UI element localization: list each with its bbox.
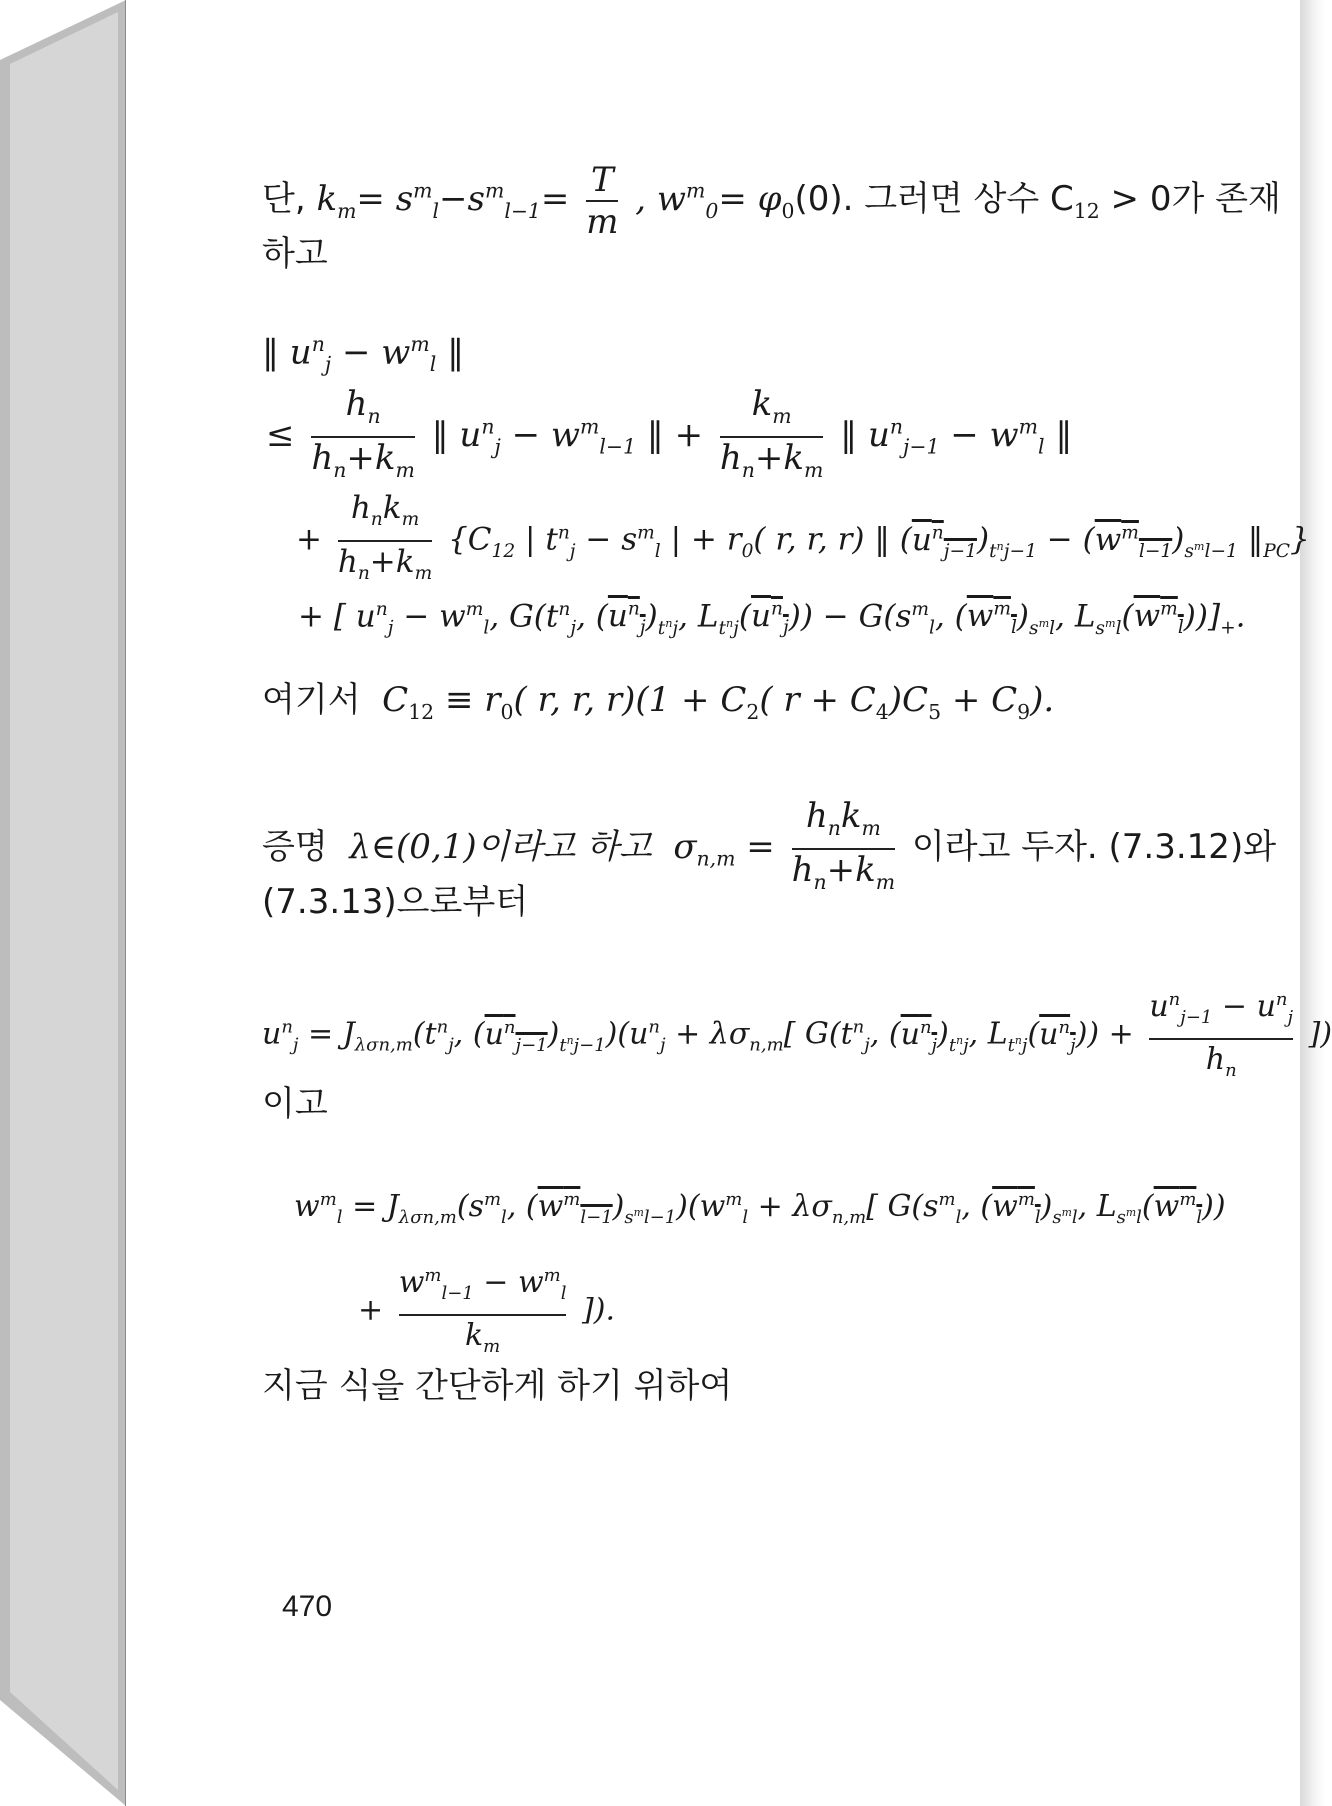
c12-definition: 여기서 $C_{12} \equiv r_0$( r, r, $r)(1 + C_2$( $r + C_4)C_5 + C_9$). xyxy=(262,680,1055,724)
page-number: 470 xyxy=(282,1590,333,1623)
inequality-line-3: + [ $u^n_j - w^m_l$, $G(t^n_j$, $(u^n_j)_{t^nj}$, $L_{t^nj}(u^n_j)) - G(s^m_l$, $(w^m_l)_{s^ml}$, $L_{s^ml}(w^m_l))]_+$. xyxy=(298,598,1246,639)
equation-w-line-2: + $\frac{w^m_{l-1} - w^m_l}{k_m}$ ]). xyxy=(358,1256,615,1367)
proof-line-2: (7.3.13)으로부터 xyxy=(262,882,529,922)
text-line-2: 하고 xyxy=(262,234,328,274)
fraction: $\frac{T}{m}$ xyxy=(586,160,619,242)
equation-w-line-1: $w^m_l = J_{\lambda\sigma n,m}(s^m_l$, $(w^m_{l-1})_{s^ml-1})(w^m_l + \lambda\sigma_{n,m}$[ $G(s^m_l$, $(w^m_l)_{s^ml}$, $L_{s^ml}(w^m_l)$) xyxy=(294,1189,1226,1228)
proof-line-1: 증명 λ∈(0,1)이라고 하고 $\sigma_{n,m}$ = $\frac{h_nk_m}{h_n+k_m}$ 이라고 두자. (7.3.12)와 xyxy=(262,796,1276,902)
inequality-line-2: + $\frac{h_nk_m}{h_n+k_m}$ {$C_{12}$ | $t^n_j - s^m_l$ | + $r_0$( r, r, r) ‖ $(u^n_{j-1})_{t^nj-1} - (w^m_{l-1})_{s^ml-1}$ $‖_{PC}$} xyxy=(296,488,1310,594)
page-edge xyxy=(1300,0,1325,1806)
text-and: 이고 xyxy=(262,1084,328,1124)
norm-lhs: ‖ $u^n_j - w^m_l$ ‖ xyxy=(262,332,465,377)
inequality-line-1: ≤ $\frac{h_n}{h_n+k_m}$ ‖ $u^n_j - w^m_{l-1}$ ‖ + $\frac{k_m}{h_n+k_m}$ ‖ $u^n_{j-1} - w^m_l$ ‖ xyxy=(266,384,1072,490)
text-last: 지금 식을 간단하게 하기 위하여 xyxy=(262,1366,733,1406)
text-line-1: 단, $k_m= s^m_l-s^m_{l-1}=$ $\frac{T}{m}$ , $w^m_0= \varphi_0(0)$. 그러면 상수 $C_{12} > 0$가 존재 xyxy=(262,160,1281,242)
equation-u: $u^n_j = J_{\lambda\sigma n,m}(t^n_j$, $(u^n_{j-1})_{t^nj-1})(u^n_j + \lambda\sigma_{n,m}$[ $G(t^n_j$, $(u^n_j)_{t^nj}$, $L_{t^nj}(u^n_j)$) + $\frac{u^n_{j-1} - u^n_j}{h_n}$ ]) xyxy=(262,980,1332,1091)
